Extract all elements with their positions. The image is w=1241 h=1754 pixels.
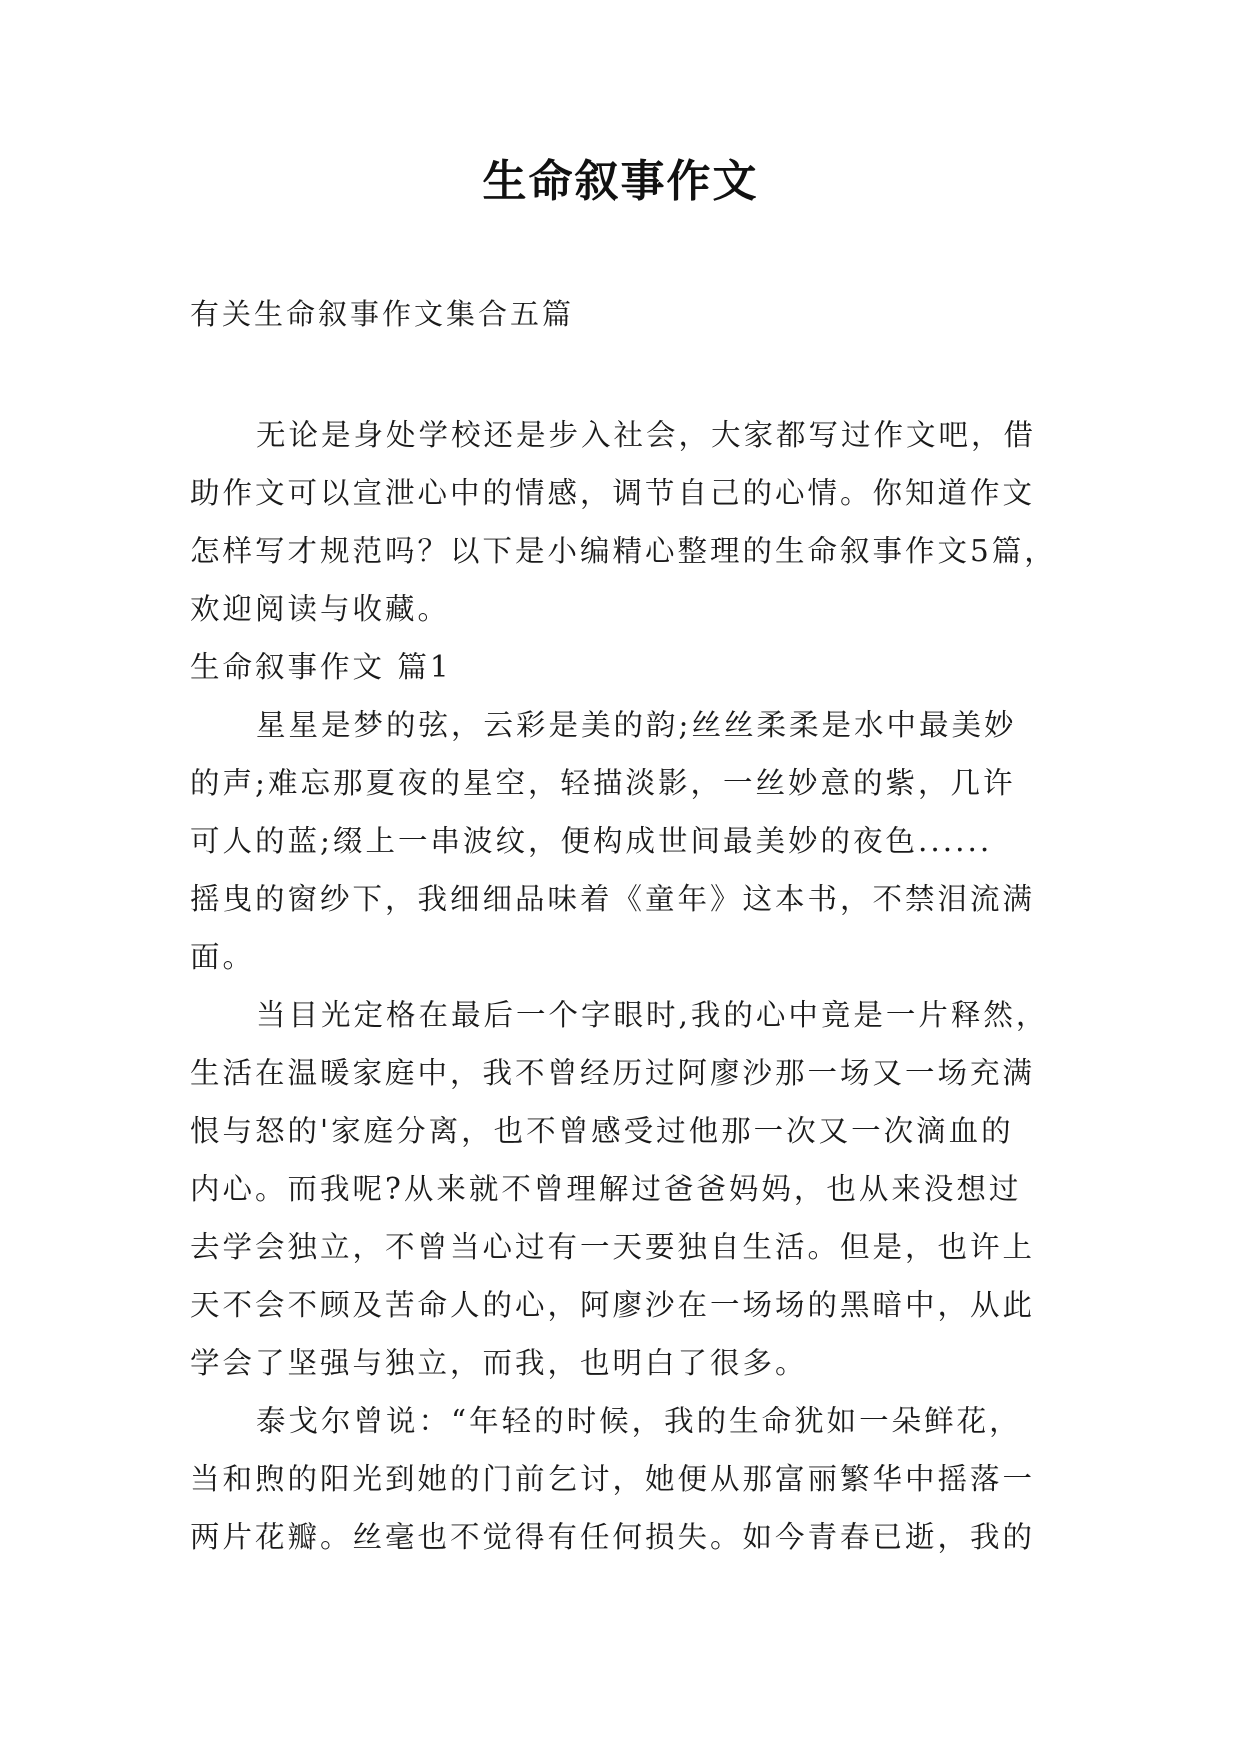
- paragraph-line: 怎样写才规范吗？以下是小编精心整理的生命叙事作文5篇，: [190, 534, 1057, 568]
- paragraph-line: 两片花瓣。丝毫也不觉得有任何损失。如今青春已逝，我的: [190, 1520, 1036, 1554]
- paragraph-line: 无论是身处学校还是步入社会，大家都写过作文吧，借: [256, 418, 1037, 452]
- paragraph-line: 当目光定格在最后一个字眼时,我的心中竟是一片释然，: [256, 998, 1049, 1032]
- paragraph-line: 生活在温暖家庭中，我不曾经历过阿廖沙那一场又一场充满: [190, 1056, 1036, 1090]
- document-subtitle: 有关生命叙事作文集合五篇: [190, 297, 575, 331]
- paragraph-line: 去学会独立，不曾当心过有一天要独自生活。但是，也许上: [190, 1230, 1036, 1264]
- paragraph-line: 恨与怒的'家庭分离，也不曾感受过他那一次又一次滴血的: [190, 1114, 1014, 1148]
- paragraph-line: 内心。而我呢?从来就不曾理解过爸爸妈妈，也从来没想过: [190, 1172, 1022, 1206]
- paragraph-line: 可人的蓝;缀上一串波纹，便构成世间最美妙的夜色......: [190, 824, 993, 858]
- paragraph-line: 助作文可以宣泄心中的情感，调节自己的心情。你知道作文: [190, 476, 1036, 510]
- paragraph-line: 面。: [190, 940, 256, 974]
- paragraph-line: 的声;难忘那夏夜的星空，轻描淡影，一丝妙意的紫，几许: [190, 766, 1016, 800]
- paragraph-line: 欢迎阅读与收藏。: [190, 592, 451, 626]
- paragraph-line: 泰戈尔曾说：“年轻的时候，我的生命犹如一朵鲜花，: [256, 1404, 1022, 1438]
- paragraph-line: 当和煦的阳光到她的门前乞讨，她便从那富丽繁华中摇落一: [190, 1462, 1036, 1496]
- paragraph-line: 星星是梦的弦，云彩是美的韵;丝丝柔柔是水中最美妙: [256, 708, 1017, 742]
- section-heading: 生命叙事作文 篇1: [190, 650, 452, 684]
- paragraph-line: 天不会不顾及苦命人的心，阿廖沙在一场场的黑暗中，从此: [190, 1288, 1036, 1322]
- paragraph-line: 摇曳的窗纱下，我细细品味着《童年》这本书，不禁泪流满: [190, 882, 1036, 916]
- document-title: 生命叙事作文: [482, 156, 759, 207]
- document-body: [190, 406, 1057, 1566]
- paragraph-line: 学会了坚强与独立，而我，也明白了很多。: [190, 1346, 808, 1380]
